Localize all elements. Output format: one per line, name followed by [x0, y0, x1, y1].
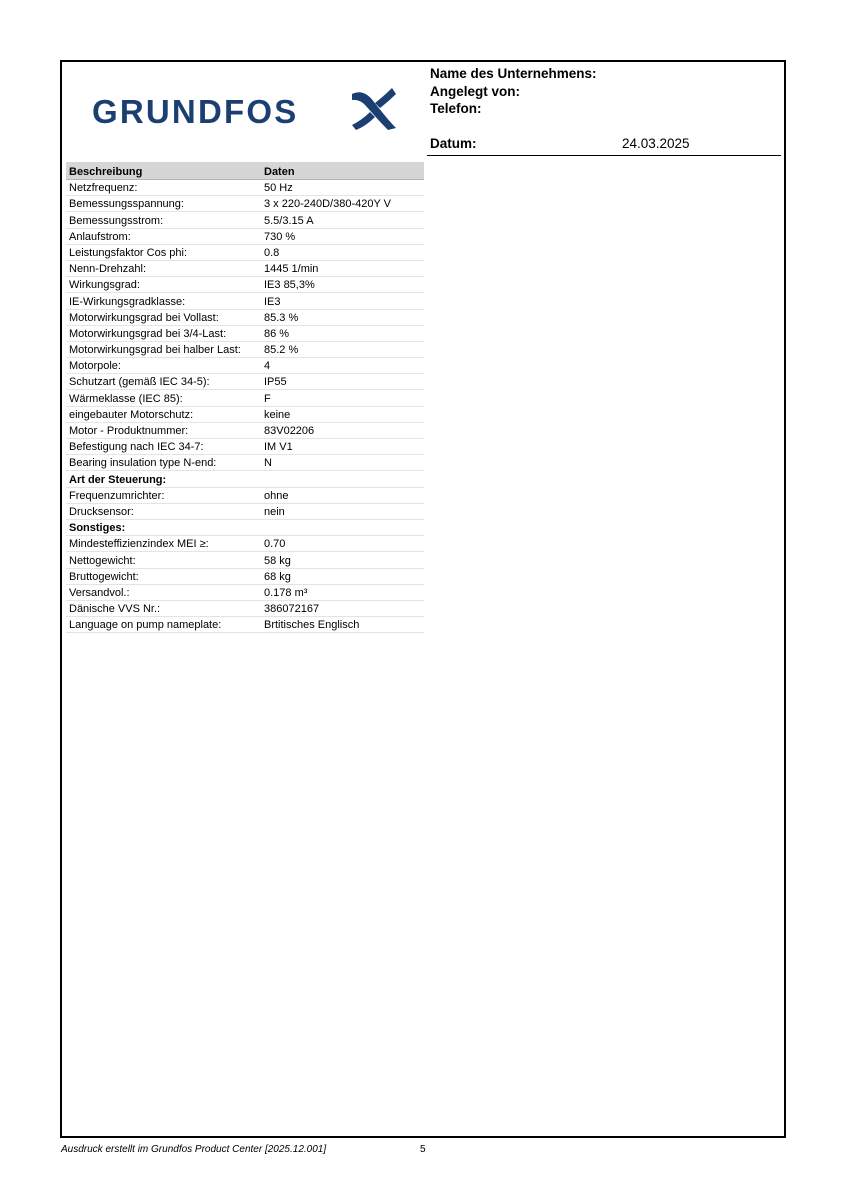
row-label: Mindesteffizienzindex MEI ≥:: [69, 538, 209, 551]
table-row: [66, 585, 424, 601]
row-value: IP55: [264, 376, 287, 389]
row-label: Versandvol.:: [69, 586, 130, 599]
table-row: [66, 310, 424, 326]
table-row: [66, 407, 424, 423]
row-value: 730 %: [264, 230, 296, 243]
table-header-row: [66, 162, 424, 180]
table-row: [66, 196, 424, 212]
table-row: [66, 536, 424, 552]
row-label: Wirkungsgrad:: [69, 279, 140, 292]
table-row: [66, 358, 424, 374]
date-value: 24.03.2025: [622, 136, 690, 151]
table-row: [66, 504, 424, 520]
table-row: [66, 617, 424, 633]
table-row: [66, 326, 424, 342]
row-label: Motorwirkungsgrad bei 3/4-Last:: [69, 327, 227, 340]
table-row: [66, 245, 424, 261]
table-section-row: [66, 520, 424, 536]
row-value: 3 x 220-240D/380-420Y V: [264, 198, 391, 211]
table-row: [66, 455, 424, 471]
row-label: eingebauter Motorschutz:: [69, 408, 194, 421]
grundfos-x-icon: [348, 86, 398, 132]
row-value: 1445 1/min: [264, 263, 319, 276]
row-label: Motorwirkungsgrad bei halber Last:: [69, 344, 241, 357]
row-value: 0.70: [264, 538, 286, 551]
table-body: [66, 180, 424, 633]
row-label: Bruttogewicht:: [69, 570, 139, 583]
row-value: IE3 85,3%: [264, 279, 315, 292]
table-row: [66, 293, 424, 309]
row-label: Language on pump nameplate:: [69, 619, 222, 632]
row-value: 85.3 %: [264, 311, 299, 324]
table-row: [66, 390, 424, 406]
row-label: Nenn-Drehzahl:: [69, 263, 147, 276]
grundfos-logo: [92, 86, 402, 136]
row-label: Frequenzumrichter:: [69, 489, 165, 502]
row-value: IM V1: [264, 441, 293, 454]
row-label: Netzfrequenz:: [69, 182, 138, 195]
row-value: 386072167: [264, 603, 320, 616]
table-row: [66, 229, 424, 245]
row-label: Dänische VVS Nr.:: [69, 603, 161, 616]
row-value: 4: [264, 360, 271, 373]
row-value: 86 %: [264, 327, 290, 340]
row-value: N: [264, 457, 272, 470]
row-label: Wärmeklasse (IEC 85):: [69, 392, 183, 405]
row-value: 83V02206: [264, 425, 315, 437]
row-value: F: [264, 392, 271, 405]
row-label: Befestigung nach IEC 34-7:: [69, 441, 204, 454]
footer-print-note: Ausdruck erstellt im Grundfos Product Center [2025.12.001]: [61, 1144, 327, 1155]
row-label: Nettogewicht:: [69, 554, 136, 567]
table-row: [66, 423, 424, 439]
phone-label: Telefon:: [430, 101, 482, 116]
row-value: ohne: [264, 489, 289, 502]
row-value: 50 Hz: [264, 182, 293, 195]
date-label: Datum:: [430, 136, 477, 151]
row-value: IE3: [264, 295, 281, 308]
row-label: Art der Steuerung:: [69, 473, 167, 486]
row-label: Sonstiges:: [69, 522, 126, 535]
table-row: [66, 439, 424, 455]
row-label: Bearing insulation type N-end:: [69, 457, 217, 470]
specification-table: [66, 162, 424, 633]
row-value: keine: [264, 408, 291, 421]
column-header-data: Daten: [264, 166, 295, 178]
header-divider: [427, 155, 781, 156]
row-value: 68 kg: [264, 570, 291, 583]
row-label: Drucksensor:: [69, 505, 134, 518]
row-value: 5.5/3.15 A: [264, 214, 314, 227]
row-label: Bemessungsstrom:: [69, 214, 164, 227]
table-row: [66, 212, 424, 228]
row-label: Schutzart (gemäß IEC 34-5):: [69, 376, 210, 389]
table-row: [66, 277, 424, 293]
table-row: [66, 180, 424, 196]
table-row: [66, 374, 424, 390]
table-row: [66, 261, 424, 277]
company-name-label: Name des Unternehmens:: [430, 66, 597, 81]
row-label: Motorwirkungsgrad bei Vollast:: [69, 311, 219, 324]
table-row: [66, 601, 424, 617]
row-value: nein: [264, 505, 285, 518]
row-value: 0.8: [264, 246, 280, 259]
table-row: [66, 552, 424, 568]
row-label: Leistungsfaktor Cos phi:: [69, 246, 188, 259]
logo-wordmark: GRUNDFOS: [92, 93, 299, 130]
row-value: Brtitisches Englisch: [264, 619, 360, 632]
page-number: 5: [420, 1144, 426, 1155]
row-label: Motor - Produktnummer:: [69, 425, 189, 437]
column-header-description: Beschreibung: [69, 166, 143, 178]
table-row: [66, 342, 424, 358]
row-label: Anlaufstrom:: [69, 230, 131, 243]
row-value: 0.178 m³: [264, 586, 308, 599]
row-value: 85.2 %: [264, 344, 299, 357]
row-label: IE-Wirkungsgradklasse:: [69, 295, 186, 308]
row-value: 58 kg: [264, 554, 291, 567]
created-by-label: Angelegt von:: [430, 84, 520, 99]
table-section-row: [66, 471, 424, 487]
table-row: [66, 569, 424, 585]
table-row: [66, 488, 424, 504]
row-label: Bemessungsspannung:: [69, 198, 184, 211]
row-label: Motorpole:: [69, 360, 121, 373]
